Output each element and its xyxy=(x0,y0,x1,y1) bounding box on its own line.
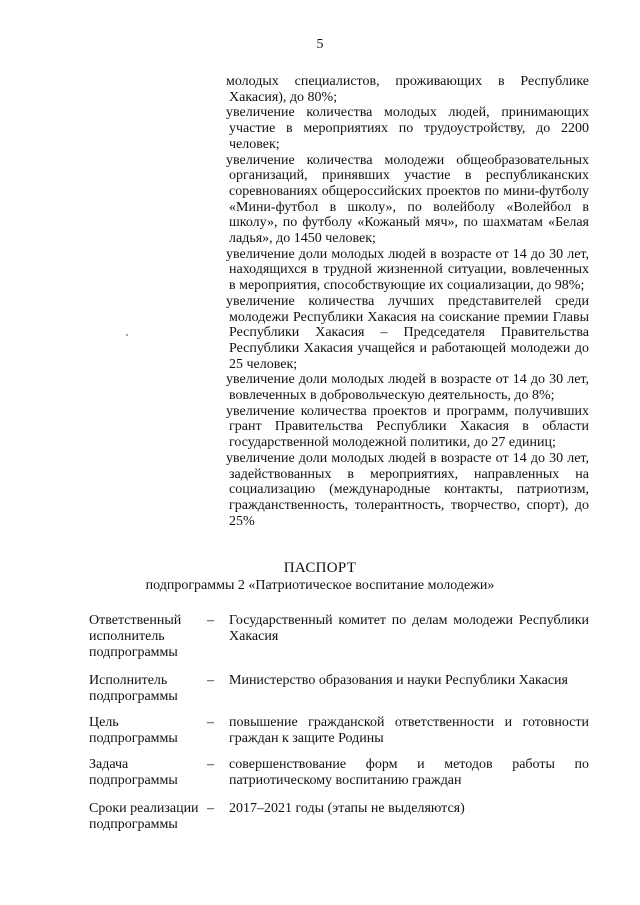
list-item: молодых специалистов, проживающих в Республике Хакасия), до 80%; xyxy=(226,74,589,105)
passport-row-label: Исполнитель подпрограммы xyxy=(89,673,178,704)
passport-row-label: Ответственный исполнитель подпрограммы xyxy=(89,613,182,660)
passport-row xyxy=(89,757,589,801)
passport-row-label: Задача подпрограммы xyxy=(89,757,178,788)
list-item: увеличение количества проектов и программ, получивших грант Правительства Республики Хакасия в области государственной молодежной политики, до 27 единиц; xyxy=(226,403,589,451)
passport-row-label: Сроки реализации подпрограммы xyxy=(89,801,199,832)
passport-title: ПАСПОРТ xyxy=(283,560,357,576)
list-item: увеличение доли молодых людей в возрасте от 14 до 30 лет, вовлеченных в добровольческую деятельность, до 8%; xyxy=(226,372,589,404)
passport-table xyxy=(89,613,589,837)
page-number: 5 xyxy=(316,37,324,52)
passport-row-dash: – xyxy=(207,673,214,688)
passport-row xyxy=(89,673,589,715)
passport-subtitle: подпрограммы 2 «Патриотическое воспитание молодежи» xyxy=(145,578,495,593)
passport-row-value: Министерство образования и науки Республики Хакасия xyxy=(229,673,568,688)
list-item: увеличение количества молодежи общеобразовательных организаций, принявших участие в республиканских соревнованиях общероссийских проектов по мини-футболу «Мини-футбол в школу», по волейболу «Волейбол в школу», по футболу «Кожаный мяч», по шахматам «Белая ладья», до 1450 человек; xyxy=(226,152,589,247)
passport-row-value: Государственный комитет по делам молодежи Республики Хакасия xyxy=(229,613,589,644)
passport-row-dash: – xyxy=(207,715,214,730)
list-item: увеличение количества молодых людей, принимающих участие в мероприятиях по трудоустройству, до 2200 человек; xyxy=(226,105,589,152)
passport-row-value: совершенствование форм и методов работы по патриотическому воспитанию граждан xyxy=(229,757,589,788)
passport-row-value: повышение гражданской ответственности и готовности граждан к защите Родины xyxy=(229,715,589,746)
continuation-list xyxy=(226,74,589,529)
passport-row-dash: – xyxy=(207,801,214,816)
passport-row xyxy=(89,715,589,757)
passport-row-dash: – xyxy=(207,613,214,628)
list-item: увеличение доли молодых людей в возрасте от 14 до 30 лет, находящихся в трудной жизненной ситуации, вовлеченных в мероприятия, способствующие их социализации, до 98%; xyxy=(226,246,589,294)
list-item: увеличение доли молодых людей в возрасте от 14 до 30 лет, задействованных в мероприятиях, направленных на социализацию (международные контакты, патриотизм, гражданственность, толерантность, творчество, спорт), до 25% xyxy=(226,450,589,529)
passport-row xyxy=(89,801,589,837)
passport-row-value: 2017–2021 годы (этапы не выделяются) xyxy=(229,801,465,816)
passport-row xyxy=(89,613,589,673)
list-item: увеличение количества лучших представителей среди молодежи Республики Хакасия на соискание премии Главы Республики Хакасия – Председателя Правительства Республики Хакасия учащейся и работающей молодежи до 25 человек; xyxy=(226,293,589,372)
scan-dot xyxy=(126,334,128,336)
passport-row-dash: – xyxy=(207,757,214,772)
passport-row-label: Цель подпрограммы xyxy=(89,715,178,746)
